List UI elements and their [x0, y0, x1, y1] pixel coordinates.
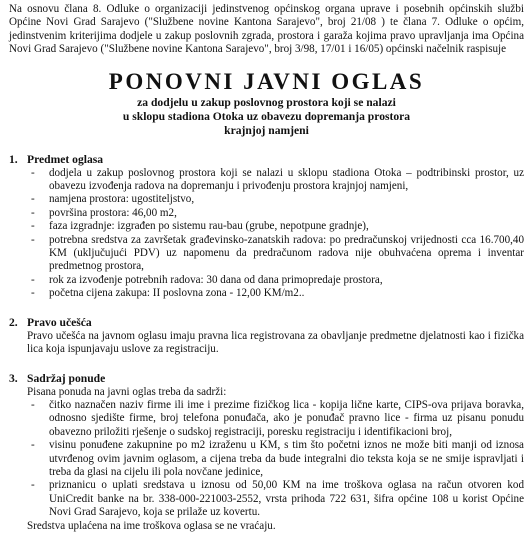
subtitle-line: u sklopu stadiona Otoka uz obavezu dopremanja prostora [122, 109, 411, 123]
section-sadrzaj-ponude [9, 372, 524, 533]
section-number: 1. [9, 152, 18, 166]
section-title: Sadržaj ponude [27, 371, 106, 385]
list-item: - površina prostora: 46,00 m2, [27, 207, 524, 220]
section-closing: Sredstva uplaćena na ime troškova oglasa se ne vraćaju. [27, 519, 276, 532]
list-item: - dodjela u zakup poslovnog prostora koji se nalazi u sklopu stadiona Otoka – podtribinski prostor, uz obavezu izvođenja radova na dopremanju i privođenju prostora krajnjoj namjeni, [27, 167, 524, 194]
intro-paragraph: Na osnovu člana 8. Odluke o organizaciji jedinstvenog općinskog organa uprave i posebnih općinskih službi Općine Novi Grad Sarajevo ("Službene novine Kantona Sarajevo", broj 21/08 ) te člana 7. Odluke o općim, jedinstvenim kriterijima dodjele u zakup poslovnih zgrada, prostora i garaža kojima pravo upravljanja ima Općina Novi Grad Sarajevo ("Službene novine Kantona Sarajevo", broj 3/98, 17/01 i 16/05) općinski načelnik raspisuje [9, 3, 524, 56]
section-number: 2. [9, 315, 18, 329]
list-item: - namjena prostora: ugostiteljstvo, [27, 193, 524, 206]
section-paragraph: Pravo učešća na javnom oglasu imaju pravna lica registrovana za obavljanje predmetne djelatnosti kao i fizička lica koja ispunjavaju uslove za registraciju. [27, 329, 524, 356]
list-item: - faza izgradnje: izgrađen po sistemu rau-bau (grube, nepotpune gradnje), [27, 220, 524, 233]
list-item: - čitko naznačen naziv firme ili ime i prezime fizičkog lica - kopija lične karte, CIPS-ova prijava boravka, odnosno sjedište firme, broj telefona ponuđača, ako je ponuđač pravno lice - firma uz pisanu ponudu obavezno priložiti rješenje o sudskoj registraciji, poresku registraciju i identifikacioni broj, [27, 399, 524, 439]
section-lead: Pisana ponuda na javni oglas treba da sadrži: [27, 385, 227, 398]
section-title: Pravo učešća [27, 315, 92, 329]
list-item: - priznanicu o uplati sredstava u iznosu od 50,00 KM na ime troškova oglasa na račun otvoren kod UniCredit banke na br. 338-000-221003-2552, vrsta prihoda 722 631, šifra općine 108 u korist Općine Novi Grad Sarajevo, koja se prilaže uz kovertu. [27, 479, 524, 519]
section-predmet-oglasa [9, 153, 524, 301]
document-subtitle [9, 96, 524, 138]
list-item: - početna cijena zakupa: II poslovna zona - 12,00 KM/m2.. [27, 287, 524, 300]
bullet-list [27, 399, 524, 520]
list-item: - rok za izvođenje potrebnih radova: 30 dana od dana primopredaje prostora, [27, 274, 524, 287]
bullet-list [27, 167, 524, 301]
subtitle-line: za dodjelu u zakup poslovnog prostora koji se nalazi [137, 95, 396, 109]
document-title: PONOVNI JAVNI OGLAS [108, 68, 425, 94]
section-heading [9, 372, 524, 386]
section-heading [9, 153, 524, 167]
section-heading [9, 316, 524, 330]
list-item: - visinu ponuđene zakupnine po m2 izraženu u KM, s tim što početni iznos ne može biti manji od iznosa utvrđenog ovim javnim oglasom, a cijena treba da bude integralni dio teksta koja se ne smije ispravljati i treba da glasi na cijelu ili pola novčane jedinice, [27, 439, 524, 479]
section-number: 3. [9, 371, 18, 385]
section-pravo-ucesca [9, 316, 524, 357]
subtitle-line: krajnjoj namjeni [224, 123, 309, 137]
list-item: - potrebna sredstva za završetak građevinsko-zanatskih radova: po predračunskoj vrijednosti cca 16.700,40 KM (uključujući PDV) uz napomenu da predračunom radova nije obuhvaćena oprema i inventar predmetnog prostora, [27, 234, 524, 274]
section-title: Predmet oglasa [27, 152, 104, 166]
